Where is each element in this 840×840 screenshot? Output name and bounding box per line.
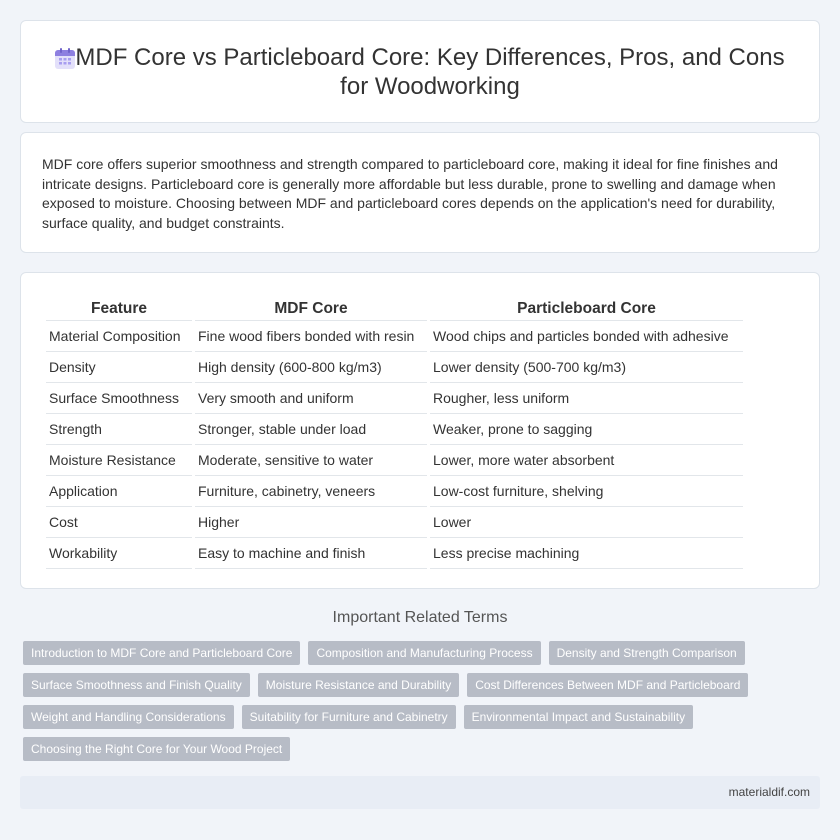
table-header-row xyxy=(46,295,743,321)
mdf-cell: High density (600-800 kg/m3) xyxy=(195,352,427,383)
footer-site-link[interactable]: materialdif.com xyxy=(728,785,810,799)
particleboard-cell: Lower xyxy=(430,507,743,538)
header-feature: Feature xyxy=(46,295,192,321)
related-term-tag[interactable]: Weight and Handling Considerations xyxy=(23,705,234,729)
related-term-tag[interactable]: Cost Differences Between MDF and Particleboard xyxy=(467,673,748,697)
particleboard-cell: Less precise machining xyxy=(430,538,743,569)
related-term-tag[interactable]: Introduction to MDF Core and Particleboard Core xyxy=(23,641,300,665)
table-row xyxy=(46,352,743,383)
header-particleboard-core: Particleboard Core xyxy=(430,295,743,321)
intro-paragraph: MDF core offers superior smoothness and strength compared to particleboard core, making it ideal for fine finishes and intricate designs. Particleboard core is generally more affordable but less durable, prone to swelling and damage when exposed to moisture. Choosing between MDF and particleboard cores depends on the application's need for durability, surface quality, and budget constraints. xyxy=(42,156,778,231)
table-row xyxy=(46,476,743,507)
particleboard-cell: Low-cost furniture, shelving xyxy=(430,476,743,507)
mdf-cell: Furniture, cabinetry, veneers xyxy=(195,476,427,507)
mdf-cell: Very smooth and uniform xyxy=(195,383,427,414)
table-row xyxy=(46,321,743,352)
feature-cell: Application xyxy=(46,476,192,507)
mdf-cell: Fine wood fibers bonded with resin xyxy=(195,321,427,352)
feature-cell: Workability xyxy=(46,538,192,569)
feature-cell: Density xyxy=(46,352,192,383)
table-row xyxy=(46,445,743,476)
feature-cell: Surface Smoothness xyxy=(46,383,192,414)
related-term-tag[interactable]: Suitability for Furniture and Cabinetry xyxy=(242,705,456,729)
feature-cell: Moisture Resistance xyxy=(46,445,192,476)
comparison-table xyxy=(43,295,746,569)
footer xyxy=(20,776,820,809)
related-terms-heading: Important Related Terms xyxy=(332,609,508,626)
mdf-cell: Stronger, stable under load xyxy=(195,414,427,445)
related-term-tag[interactable]: Environmental Impact and Sustainability xyxy=(464,705,693,729)
feature-cell: Material Composition xyxy=(46,321,192,352)
particleboard-cell: Rougher, less uniform xyxy=(430,383,743,414)
table-row xyxy=(46,383,743,414)
comparison-card xyxy=(20,272,820,589)
particleboard-cell: Weaker, prone to sagging xyxy=(430,414,743,445)
mdf-cell: Higher xyxy=(195,507,427,538)
table-row xyxy=(46,538,743,569)
related-term-tag[interactable]: Density and Strength Comparison xyxy=(549,641,745,665)
related-term-tag[interactable]: Choosing the Right Core for Your Wood Project xyxy=(23,737,290,761)
particleboard-cell: Lower density (500-700 kg/m3) xyxy=(430,352,743,383)
header-mdf-core: MDF Core xyxy=(195,295,427,321)
title-card xyxy=(20,20,820,123)
table-row xyxy=(46,507,743,538)
related-terms-list xyxy=(23,641,783,761)
page-title: MDF Core vs Particleboard Core: Key Differences, Pros, and Cons for Woodworking xyxy=(75,44,785,100)
table-row xyxy=(46,414,743,445)
mdf-cell: Easy to machine and finish xyxy=(195,538,427,569)
particleboard-cell: Wood chips and particles bonded with adhesive xyxy=(430,321,743,352)
related-term-tag[interactable]: Composition and Manufacturing Process xyxy=(308,641,540,665)
feature-cell: Strength xyxy=(46,414,192,445)
mdf-cell: Moderate, sensitive to water xyxy=(195,445,427,476)
intro-card xyxy=(20,132,820,253)
feature-cell: Cost xyxy=(46,507,192,538)
related-term-tag[interactable]: Surface Smoothness and Finish Quality xyxy=(23,673,250,697)
related-term-tag[interactable]: Moisture Resistance and Durability xyxy=(258,673,459,697)
particleboard-cell: Lower, more water absorbent xyxy=(430,445,743,476)
